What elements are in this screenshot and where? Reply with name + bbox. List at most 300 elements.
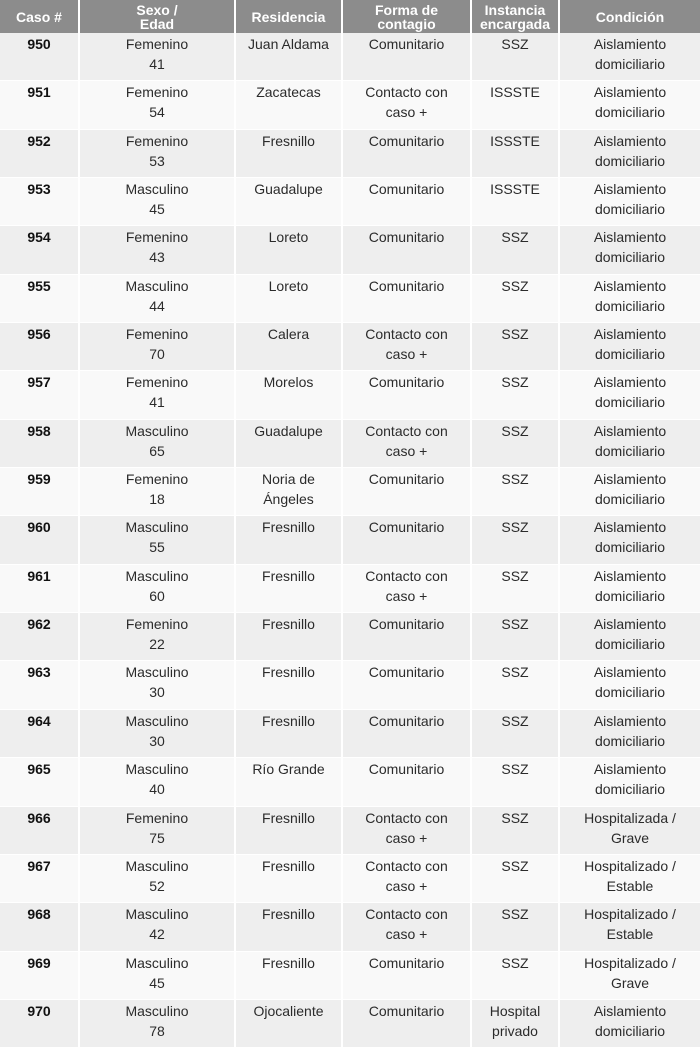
header-residencia: Residencia <box>235 0 342 33</box>
condicion-text: Aislamiento <box>593 36 667 52</box>
table-row <box>0 854 700 902</box>
instancia-text: SSZ <box>501 857 529 874</box>
edad-text: 41 <box>149 394 165 411</box>
table-row <box>0 419 700 467</box>
sexo-text: Masculino <box>125 906 189 923</box>
condicion-text: Grave <box>610 829 650 846</box>
sexo-edad-cell <box>79 564 235 612</box>
header-caso: Caso # <box>0 0 79 33</box>
edad-text: 45 <box>149 201 165 218</box>
edad-text: 30 <box>149 732 165 749</box>
instancia-cell <box>471 226 559 274</box>
instancia-cell <box>471 709 559 757</box>
sexo-text: Femenino <box>125 229 189 246</box>
sexo-text: Masculino <box>125 422 189 439</box>
residencia-cell <box>235 419 342 467</box>
sexo-text: Masculino <box>125 857 189 874</box>
sexo-edad-cell <box>79 951 235 999</box>
header-edad-label: Edad <box>139 15 175 32</box>
header-instancia <box>471 0 559 33</box>
residencia-text: Fresnillo <box>262 954 315 971</box>
table-row <box>0 709 700 757</box>
edad-text: 52 <box>149 877 165 894</box>
sexo-text: Masculino <box>125 761 189 778</box>
edad-text: 78 <box>149 1022 165 1039</box>
sexo-edad-cell <box>79 661 235 709</box>
sexo-edad-cell <box>79 371 235 419</box>
header-sexo-label: Sexo / <box>136 1 178 18</box>
forma-contagio-text: Comunitario <box>368 616 445 633</box>
condicion-text: Aislamiento <box>593 374 667 391</box>
edad-text: 30 <box>149 684 165 701</box>
instancia-text: SSZ <box>501 616 529 633</box>
instancia-text: SSZ <box>501 519 529 536</box>
sexo-edad-cell <box>79 129 235 177</box>
sexo-edad-cell <box>79 613 235 661</box>
table-row <box>0 661 700 709</box>
condicion-text: Estable <box>606 877 654 894</box>
residencia-text: Fresnillo <box>262 906 315 923</box>
forma-contagio-cell <box>342 419 471 467</box>
residencia-text: Fresnillo <box>262 567 315 584</box>
forma-contagio-text: Comunitario <box>368 712 445 729</box>
caso-cell: 968 <box>0 903 79 951</box>
instancia-text: Hospital <box>489 1002 541 1019</box>
condicion-cell <box>559 758 700 806</box>
edad-text: 65 <box>149 442 165 459</box>
edad-text: 18 <box>149 491 165 508</box>
residencia-cell <box>235 854 342 902</box>
residencia-cell <box>235 564 342 612</box>
condicion-cell <box>559 371 700 419</box>
sexo-edad-cell <box>79 419 235 467</box>
residencia-cell <box>235 323 342 371</box>
instancia-cell <box>471 178 559 226</box>
forma-contagio-cell <box>342 709 471 757</box>
instancia-cell <box>471 999 559 1047</box>
condicion-text: domiciliario <box>594 442 666 459</box>
residencia-text: Guadalupe <box>254 422 323 439</box>
caso-cell: 959 <box>0 468 79 516</box>
caso-cell: 962 <box>0 613 79 661</box>
instancia-cell <box>471 419 559 467</box>
forma-contagio-text: caso + <box>385 442 428 459</box>
sexo-text: Femenino <box>125 36 189 52</box>
residencia-cell <box>235 274 342 322</box>
edad-text: 75 <box>149 829 165 846</box>
condicion-text: Aislamiento <box>593 84 667 101</box>
sexo-edad-cell <box>79 178 235 226</box>
condicion-text: domiciliario <box>594 394 666 411</box>
sexo-text: Femenino <box>125 471 189 488</box>
residencia-cell <box>235 81 342 129</box>
sexo-text: Masculino <box>125 519 189 536</box>
sexo-text: Masculino <box>125 567 189 584</box>
sexo-edad-cell <box>79 468 235 516</box>
instancia-cell <box>471 903 559 951</box>
sexo-text: Masculino <box>125 1002 189 1019</box>
condicion-text: Aislamiento <box>593 277 667 294</box>
forma-contagio-cell <box>342 516 471 564</box>
forma-contagio-text: caso + <box>385 346 428 363</box>
condicion-text: Grave <box>610 974 650 991</box>
edad-text: 40 <box>149 781 165 798</box>
sexo-edad-cell <box>79 81 235 129</box>
condicion-text: domiciliario <box>594 346 666 363</box>
condicion-cell <box>559 129 700 177</box>
condicion-text: Aislamiento <box>593 229 667 246</box>
caso-cell: 967 <box>0 854 79 902</box>
condicion-cell <box>559 323 700 371</box>
condicion-text: domiciliario <box>594 56 666 72</box>
sexo-text: Femenino <box>125 374 189 391</box>
residencia-text: Ojocaliente <box>253 1002 324 1019</box>
condicion-text: domiciliario <box>594 249 666 266</box>
forma-contagio-cell <box>342 81 471 129</box>
condicion-text: domiciliario <box>594 636 666 653</box>
table-row <box>0 951 700 999</box>
sexo-edad-cell <box>79 709 235 757</box>
condicion-text: Aislamiento <box>593 181 667 198</box>
forma-contagio-cell <box>342 758 471 806</box>
condicion-cell <box>559 951 700 999</box>
edad-text: 44 <box>149 297 165 314</box>
residencia-text: Ángeles <box>263 491 314 508</box>
forma-contagio-cell <box>342 999 471 1047</box>
condicion-cell <box>559 178 700 226</box>
table-row <box>0 323 700 371</box>
instancia-text: ISSSTE <box>490 84 540 101</box>
sexo-edad-cell <box>79 516 235 564</box>
instancia-text: SSZ <box>501 422 529 439</box>
instancia-cell <box>471 951 559 999</box>
table-row <box>0 129 700 177</box>
residencia-text: Fresnillo <box>262 664 315 681</box>
forma-contagio-text: Comunitario <box>368 229 445 246</box>
table-body <box>0 33 700 1048</box>
condicion-text: Aislamiento <box>593 519 667 536</box>
instancia-cell <box>471 323 559 371</box>
caso-cell: 963 <box>0 661 79 709</box>
forma-contagio-cell <box>342 951 471 999</box>
condicion-cell <box>559 806 700 854</box>
forma-contagio-cell <box>342 178 471 226</box>
forma-contagio-text: Comunitario <box>368 471 445 488</box>
caso-cell: 960 <box>0 516 79 564</box>
instancia-cell <box>471 129 559 177</box>
caso-cell: 956 <box>0 323 79 371</box>
condicion-text: Aislamiento <box>593 616 667 633</box>
condicion-text: Aislamiento <box>593 664 667 681</box>
table-row <box>0 516 700 564</box>
edad-text: 55 <box>149 539 165 556</box>
residencia-cell <box>235 999 342 1047</box>
forma-contagio-text: Comunitario <box>368 277 445 294</box>
header-forma-line-1: Forma de <box>374 1 438 18</box>
sexo-edad-cell <box>79 226 235 274</box>
instancia-cell <box>471 661 559 709</box>
residencia-cell <box>235 516 342 564</box>
forma-contagio-text: Comunitario <box>368 761 445 778</box>
sexo-edad-cell <box>79 999 235 1047</box>
condicion-text: domiciliario <box>594 104 666 121</box>
condicion-text: Hospitalizado / <box>584 954 676 971</box>
forma-contagio-text: Contacto con <box>365 422 448 439</box>
header-forma-line-2: contagio <box>377 15 436 32</box>
forma-contagio-cell <box>342 854 471 902</box>
residencia-text: Fresnillo <box>262 519 315 536</box>
forma-contagio-text: Comunitario <box>368 36 445 52</box>
residencia-text: Río Grande <box>252 761 325 778</box>
condicion-text: domiciliario <box>594 587 666 604</box>
instancia-cell <box>471 564 559 612</box>
caso-cell: 965 <box>0 758 79 806</box>
condicion-cell <box>559 81 700 129</box>
table-row <box>0 758 700 806</box>
instancia-cell <box>471 854 559 902</box>
caso-cell: 957 <box>0 371 79 419</box>
condicion-text: domiciliario <box>594 781 666 798</box>
residencia-cell <box>235 709 342 757</box>
residencia-cell <box>235 129 342 177</box>
instancia-cell <box>471 806 559 854</box>
condicion-cell <box>559 613 700 661</box>
forma-contagio-cell <box>342 323 471 371</box>
forma-contagio-cell <box>342 564 471 612</box>
condicion-text: Aislamiento <box>593 1002 667 1019</box>
edad-text: 70 <box>149 346 165 363</box>
forma-contagio-text: Contacto con <box>365 326 448 343</box>
residencia-cell <box>235 758 342 806</box>
forma-contagio-text: Comunitario <box>368 519 445 536</box>
sexo-text: Masculino <box>125 954 189 971</box>
instancia-text: SSZ <box>501 567 529 584</box>
residencia-cell <box>235 806 342 854</box>
condicion-cell <box>559 274 700 322</box>
sexo-edad-cell <box>79 33 235 81</box>
sexo-text: Masculino <box>125 712 189 729</box>
condicion-cell <box>559 564 700 612</box>
residencia-text: Zacatecas <box>256 84 321 101</box>
table-row <box>0 564 700 612</box>
table-row <box>0 999 700 1047</box>
residencia-cell <box>235 661 342 709</box>
condicion-cell <box>559 661 700 709</box>
edad-text: 53 <box>149 152 165 169</box>
condicion-text: domiciliario <box>594 152 666 169</box>
caso-cell: 964 <box>0 709 79 757</box>
condicion-text: Hospitalizado / <box>584 906 676 923</box>
forma-contagio-cell <box>342 274 471 322</box>
condicion-cell <box>559 419 700 467</box>
residencia-cell <box>235 468 342 516</box>
residencia-cell <box>235 903 342 951</box>
table-row <box>0 178 700 226</box>
sexo-edad-cell <box>79 758 235 806</box>
residencia-cell <box>235 178 342 226</box>
forma-contagio-cell <box>342 806 471 854</box>
residencia-cell <box>235 226 342 274</box>
residencia-text: Fresnillo <box>262 616 315 633</box>
table-row <box>0 81 700 129</box>
forma-contagio-cell <box>342 903 471 951</box>
instancia-cell <box>471 613 559 661</box>
caso-cell: 950 <box>0 33 79 81</box>
edad-text: 43 <box>149 249 165 266</box>
caso-cell: 958 <box>0 419 79 467</box>
condicion-text: Aislamiento <box>593 712 667 729</box>
condicion-text: domiciliario <box>594 297 666 314</box>
header-instancia-line-1: Instancia <box>484 1 546 18</box>
table-row <box>0 806 700 854</box>
condicion-text: domiciliario <box>594 539 666 556</box>
instancia-text: ISSSTE <box>490 132 540 149</box>
edad-text: 45 <box>149 974 165 991</box>
residencia-text: Calera <box>267 326 310 343</box>
caso-cell: 961 <box>0 564 79 612</box>
forma-contagio-text: caso + <box>385 926 428 943</box>
forma-contagio-text: Contacto con <box>365 857 448 874</box>
residencia-text: Noria de <box>262 471 315 488</box>
instancia-text: SSZ <box>501 809 529 826</box>
forma-contagio-text: Comunitario <box>368 132 445 149</box>
condicion-text: Aislamiento <box>593 761 667 778</box>
table-row <box>0 33 700 81</box>
forma-contagio-text: Contacto con <box>365 906 448 923</box>
caso-cell: 954 <box>0 226 79 274</box>
condicion-text: domiciliario <box>594 732 666 749</box>
sexo-text: Masculino <box>125 181 189 198</box>
instancia-text: SSZ <box>501 712 529 729</box>
forma-contagio-text: Comunitario <box>368 374 445 391</box>
condicion-cell <box>559 516 700 564</box>
forma-contagio-text: Contacto con <box>365 84 448 101</box>
condicion-cell <box>559 468 700 516</box>
condicion-text: Aislamiento <box>593 422 667 439</box>
header-instancia-line-2: encargada <box>479 15 551 32</box>
caso-cell: 953 <box>0 178 79 226</box>
forma-contagio-text: Comunitario <box>368 664 445 681</box>
residencia-text: Morelos <box>263 374 314 391</box>
instancia-text: SSZ <box>501 471 529 488</box>
sexo-text: Femenino <box>125 132 189 149</box>
header-forma-contagio <box>342 0 471 33</box>
instancia-cell <box>471 516 559 564</box>
residencia-text: Juan Aldama <box>248 36 329 52</box>
condicion-text: Aislamiento <box>593 132 667 149</box>
residencia-text: Fresnillo <box>262 712 315 729</box>
table-row <box>0 468 700 516</box>
condicion-text: domiciliario <box>594 491 666 508</box>
condicion-cell <box>559 999 700 1047</box>
sexo-text: Femenino <box>125 616 189 633</box>
condicion-cell <box>559 854 700 902</box>
residencia-text: Fresnillo <box>262 857 315 874</box>
condicion-text: Hospitalizado / <box>584 857 676 874</box>
forma-contagio-cell <box>342 33 471 81</box>
residencia-cell <box>235 371 342 419</box>
forma-contagio-text: Contacto con <box>365 567 448 584</box>
forma-contagio-cell <box>342 468 471 516</box>
table-row <box>0 371 700 419</box>
condicion-text: Hospitalizada / <box>584 809 676 826</box>
condicion-cell <box>559 226 700 274</box>
sexo-edad-cell <box>79 274 235 322</box>
instancia-cell <box>471 371 559 419</box>
header-sexo-edad <box>79 0 235 33</box>
instancia-text: SSZ <box>501 906 529 923</box>
instancia-text: SSZ <box>501 326 529 343</box>
residencia-text: Loreto <box>268 277 309 294</box>
caso-cell: 966 <box>0 806 79 854</box>
instancia-text: SSZ <box>501 761 529 778</box>
condicion-text: Aislamiento <box>593 471 667 488</box>
condicion-cell <box>559 709 700 757</box>
instancia-text: privado <box>492 1022 538 1039</box>
forma-contagio-cell <box>342 661 471 709</box>
forma-contagio-text: Comunitario <box>368 181 445 198</box>
forma-contagio-cell <box>342 226 471 274</box>
residencia-cell <box>235 951 342 999</box>
edad-text: 22 <box>149 636 165 653</box>
condicion-cell <box>559 903 700 951</box>
forma-contagio-text: caso + <box>385 877 428 894</box>
instancia-cell <box>471 758 559 806</box>
table-row <box>0 613 700 661</box>
condicion-text: Estable <box>606 926 654 943</box>
table-row <box>0 226 700 274</box>
caso-cell: 952 <box>0 129 79 177</box>
residencia-text: Guadalupe <box>254 181 323 198</box>
condicion-text: domiciliario <box>594 201 666 218</box>
edad-text: 41 <box>149 56 165 72</box>
sexo-edad-cell <box>79 323 235 371</box>
instancia-text: SSZ <box>501 36 529 52</box>
condicion-text: domiciliario <box>594 1022 666 1039</box>
instancia-text: SSZ <box>501 664 529 681</box>
instancia-cell <box>471 81 559 129</box>
forma-contagio-text: caso + <box>385 829 428 846</box>
table-row <box>0 274 700 322</box>
condicion-text: Aislamiento <box>593 326 667 343</box>
instancia-text: ISSSTE <box>490 181 540 198</box>
forma-contagio-text: Comunitario <box>368 1002 445 1019</box>
table-header <box>0 0 700 33</box>
instancia-text: SSZ <box>501 954 529 971</box>
condicion-cell <box>559 33 700 81</box>
caso-cell: 955 <box>0 274 79 322</box>
caso-cell: 951 <box>0 81 79 129</box>
header-condicion: Condición <box>559 0 700 33</box>
sexo-text: Femenino <box>125 84 189 101</box>
header-row <box>0 0 700 33</box>
forma-contagio-text: caso + <box>385 587 428 604</box>
sexo-text: Femenino <box>125 326 189 343</box>
caso-cell: 970 <box>0 999 79 1047</box>
forma-contagio-text: Comunitario <box>368 954 445 971</box>
caso-cell: 969 <box>0 951 79 999</box>
edad-text: 60 <box>149 587 165 604</box>
residencia-text: Fresnillo <box>262 809 315 826</box>
sexo-edad-cell <box>79 806 235 854</box>
instancia-cell <box>471 33 559 81</box>
residencia-cell <box>235 33 342 81</box>
sexo-text: Masculino <box>125 664 189 681</box>
residencia-cell <box>235 613 342 661</box>
table-row <box>0 903 700 951</box>
condicion-text: Aislamiento <box>593 567 667 584</box>
forma-contagio-cell <box>342 129 471 177</box>
